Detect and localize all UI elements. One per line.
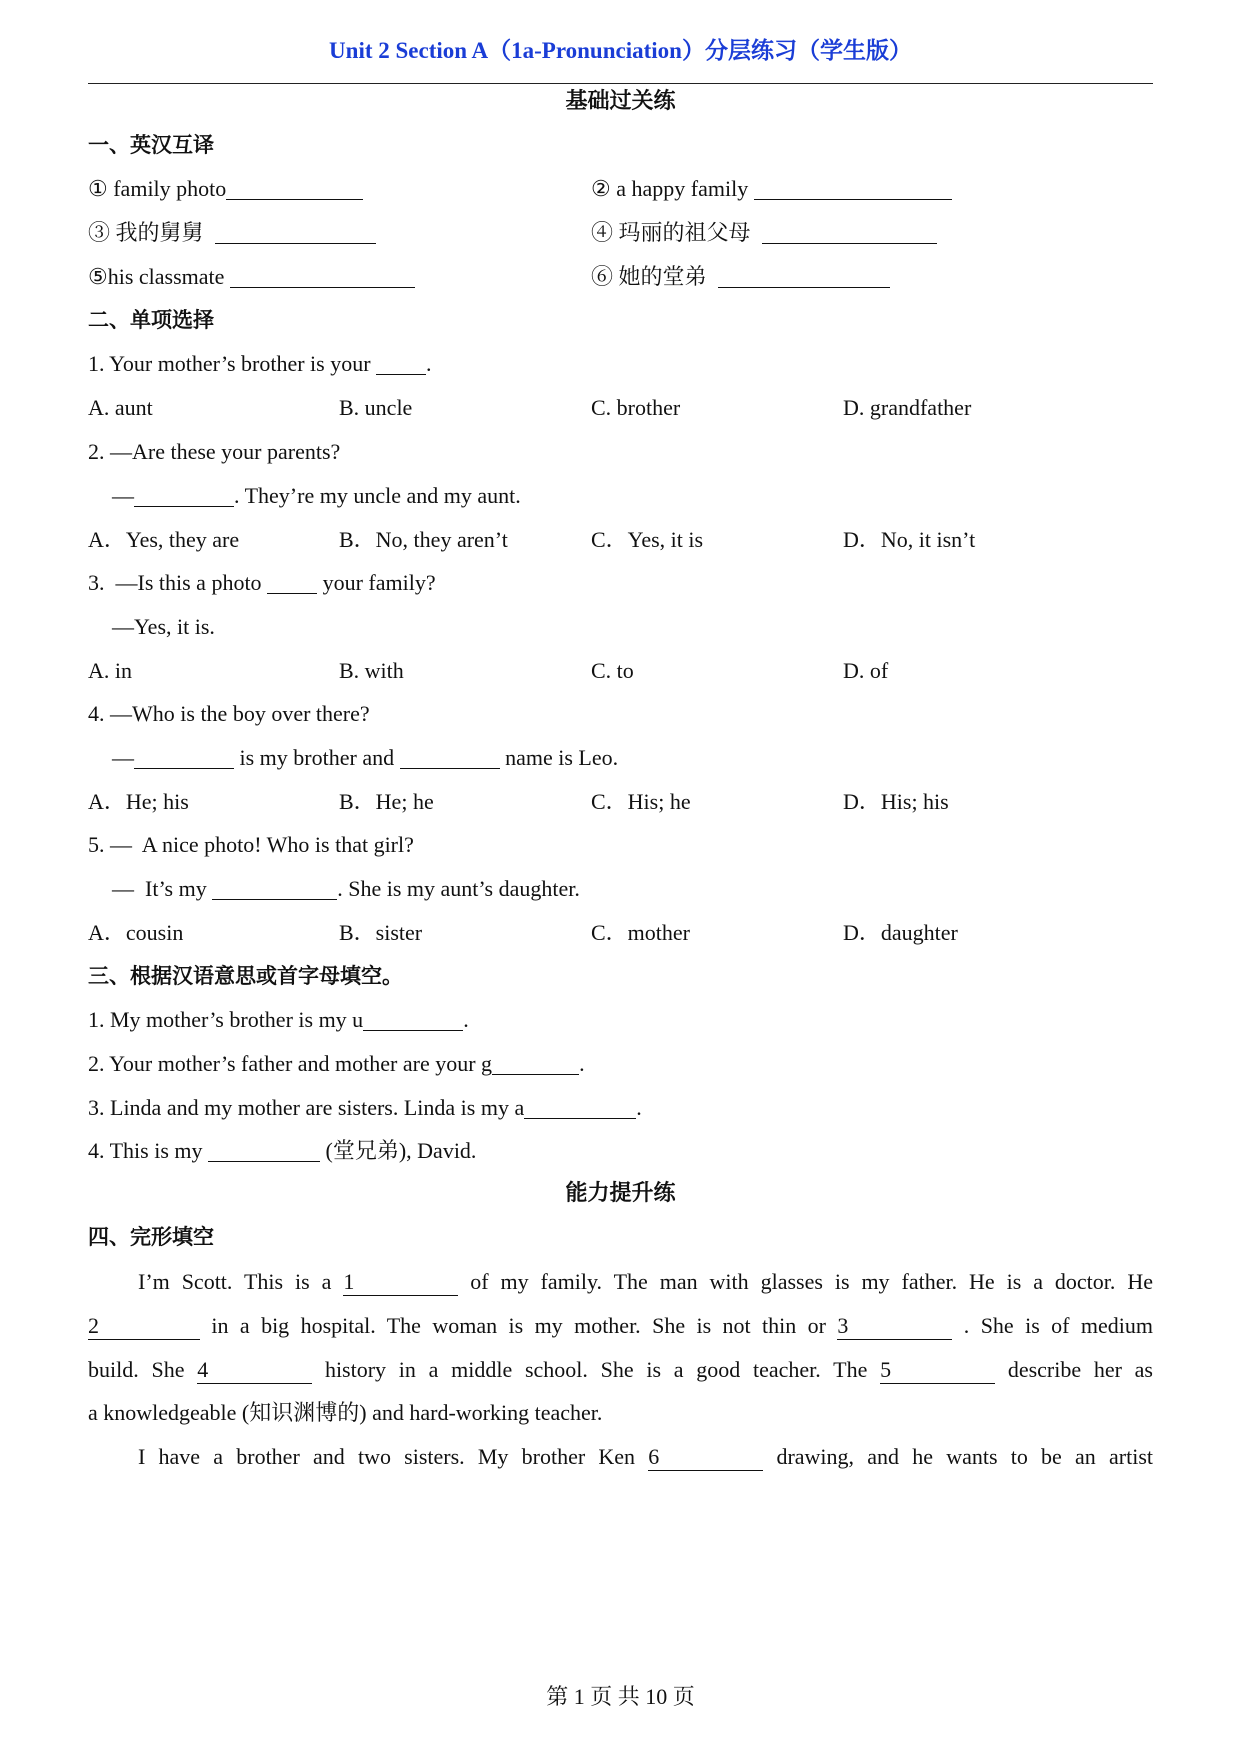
- q3-option-a[interactable]: A. in: [88, 658, 132, 683]
- page-number: 第 1 页 共 10 页: [546, 1684, 695, 1709]
- q2-option-a[interactable]: A．Yes, they are: [88, 527, 240, 552]
- cloze-line: I’m Scott. This is a 1 of my family. The man with glasses is my father. He is a doctor. He: [138, 1269, 1153, 1294]
- answer-blank[interactable]: [208, 1139, 320, 1162]
- answer-blank[interactable]: [762, 221, 937, 244]
- cloze-line: build. She 4 history in a middle school. She is a good teacher. The 5 describe her as: [88, 1357, 1153, 1382]
- answer-blank[interactable]: [400, 746, 500, 769]
- cloze-blank-2[interactable]: 2: [88, 1313, 200, 1340]
- answer-blank[interactable]: [215, 221, 376, 244]
- advanced-practice-heading: 能力提升练: [565, 1180, 676, 1205]
- q5-option-a[interactable]: A．cousin: [88, 920, 184, 945]
- fill-item-3: 3. Linda and my mother are sisters. Linda is my a .: [88, 1095, 642, 1120]
- q3-option-d[interactable]: D. of: [843, 658, 889, 683]
- section1-title: 一、英汉互译: [88, 133, 214, 157]
- q1-option-b[interactable]: B. uncle: [339, 395, 413, 420]
- translate-item-4: ④ 玛丽的祖父母: [591, 218, 937, 248]
- question-3-reply: —Yes, it is.: [112, 614, 215, 639]
- answer-blank[interactable]: [492, 1052, 579, 1075]
- fill-item-4: 4. This is my (堂兄弟), David.: [88, 1138, 477, 1163]
- answer-blank[interactable]: [376, 352, 426, 375]
- q3-option-b[interactable]: B. with: [339, 658, 404, 683]
- translate-item-3: ③ 我的舅舅: [88, 218, 376, 248]
- section2-title: 二、单项选择: [88, 308, 214, 332]
- translate-item-6: ⑥ 她的堂弟: [591, 262, 890, 292]
- cloze-blank-1[interactable]: 1: [343, 1269, 458, 1296]
- q1-option-d[interactable]: D. grandfather: [843, 395, 972, 420]
- cloze-blank-6[interactable]: 6: [648, 1444, 763, 1471]
- question-2-reply: — . They’re my uncle and my aunt.: [112, 483, 521, 508]
- q1-option-c[interactable]: C. brother: [591, 395, 681, 420]
- cloze-line: a knowledgeable (知识渊博的) and hard-working teacher.: [88, 1400, 603, 1425]
- basic-practice-heading: 基础过关练: [565, 88, 676, 113]
- question-5: 5. — A nice photo! Who is that girl?: [88, 832, 414, 857]
- answer-blank[interactable]: [212, 877, 337, 900]
- q2-option-d[interactable]: D．No, it isn’t: [843, 527, 976, 552]
- question-2: 2. —Are these your parents?: [88, 439, 341, 464]
- question-3: 3. —Is this a photo your family?: [88, 570, 436, 595]
- cloze-line: I have a brother and two sisters. My brother Ken 6 drawing, and he wants to be an artist: [138, 1444, 1153, 1469]
- answer-blank[interactable]: [134, 746, 234, 769]
- fill-item-1: 1. My mother’s brother is my u .: [88, 1007, 469, 1032]
- question-1: 1. Your mother’s brother is your .: [88, 351, 432, 376]
- question-4: 4. —Who is the boy over there?: [88, 701, 370, 726]
- answer-blank[interactable]: [718, 265, 890, 288]
- q5-option-c[interactable]: C．mother: [591, 920, 690, 945]
- answer-blank[interactable]: [524, 1096, 636, 1119]
- q2-option-b[interactable]: B．No, they aren’t: [339, 527, 508, 552]
- translate-item-5: ⑤his classmate: [88, 262, 415, 292]
- section3-title: 三、根据汉语意思或首字母填空。: [88, 964, 403, 988]
- cloze-blank-5[interactable]: 5: [880, 1357, 995, 1384]
- q2-option-c[interactable]: C．Yes, it is: [591, 527, 704, 552]
- q4-option-d[interactable]: D．His; his: [843, 789, 949, 814]
- answer-blank[interactable]: [134, 484, 234, 507]
- q5-option-b[interactable]: B．sister: [339, 920, 423, 945]
- q4-option-b[interactable]: B．He; he: [339, 789, 434, 814]
- translate-item-1: ① family photo: [88, 174, 363, 204]
- answer-blank[interactable]: [754, 177, 952, 200]
- answer-blank[interactable]: [267, 571, 317, 594]
- fill-item-2: 2. Your mother’s father and mother are your g .: [88, 1051, 585, 1076]
- q3-option-c[interactable]: C. to: [591, 658, 634, 683]
- cloze-line: 2 in a big hospital. The woman is my mother. She is not thin or 3 . She is of medium: [88, 1313, 1153, 1338]
- answer-blank[interactable]: [226, 177, 363, 200]
- answer-blank[interactable]: [363, 1008, 463, 1031]
- q4-option-c[interactable]: C．His; he: [591, 789, 691, 814]
- q1-option-a[interactable]: A. aunt: [88, 395, 153, 420]
- q5-option-d[interactable]: D．daughter: [843, 920, 958, 945]
- section4-title: 四、完形填空: [88, 1225, 214, 1249]
- document-title: Unit 2 Section A（1a-Pronunciation）分层练习（学生版）: [329, 38, 912, 63]
- translate-item-2: ② a happy family: [591, 174, 952, 204]
- cloze-blank-3[interactable]: 3: [837, 1313, 952, 1340]
- q4-option-a[interactable]: A．He; his: [88, 789, 189, 814]
- answer-blank[interactable]: [230, 265, 415, 288]
- question-4-reply: — is my brother and name is Leo.: [112, 745, 619, 770]
- header-divider: [88, 83, 1153, 84]
- question-5-reply: — It’s my . She is my aunt’s daughter.: [112, 876, 580, 901]
- cloze-blank-4[interactable]: 4: [197, 1357, 312, 1384]
